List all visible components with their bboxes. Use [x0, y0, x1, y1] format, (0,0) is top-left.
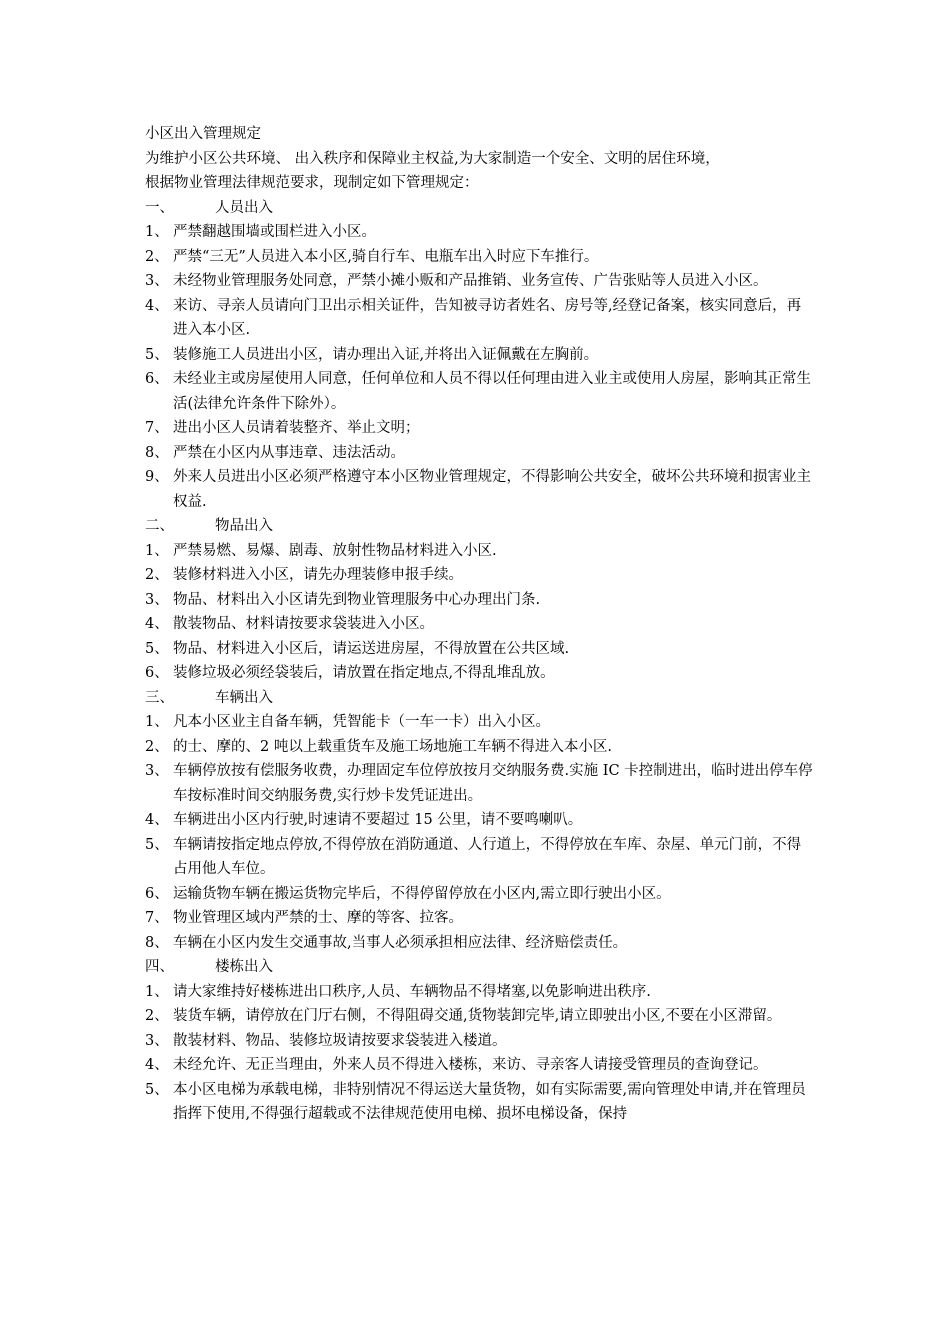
list-item-text: 严禁“三无”人员进入本小区,骑自行车、电瓶车出入时应下车推行。 [173, 248, 599, 265]
list-item-text: 装修垃圾必须经袋装后，请放置在指定地点,不得乱堆乱放。 [173, 665, 555, 681]
list-item-text: 本小区电梯为承载电梯，非特别情况不得运送大量货物，如有实际需要,需向管理处申请,并在管理员指挥下使用,不得强行超载或不法律规范使用电梯、损坏电梯设备，保持 [173, 1081, 806, 1122]
section-heading [145, 514, 813, 539]
list-item-number: 9、 [145, 469, 169, 485]
list-item [145, 343, 813, 368]
list-item-number: 4、 [145, 1057, 169, 1073]
list-item-number: 2、 [145, 1008, 169, 1024]
list-item [145, 1004, 813, 1029]
list-item-number: 2、 [145, 738, 169, 755]
list-item [145, 980, 813, 1005]
list-item [145, 637, 813, 662]
list-item [145, 367, 813, 416]
list-item-number: 3、 [145, 763, 169, 779]
list-item-text: 来访、寻亲人员请向门卫出示相关证件，告知被寻访者姓名、房号等,经登记备案，核实同意后，再进入本小区. [173, 297, 802, 338]
section-title: 楼栋出入 [215, 959, 273, 975]
list-item [145, 563, 813, 588]
list-item-text: 运输货物车辆在搬运货物完毕后，不得停留停放在小区内,需立即行驶出小区。 [173, 885, 671, 902]
list-item-text: 严禁在小区内从事违章、违法活动。 [173, 444, 405, 461]
list-item-number: 3、 [145, 1032, 169, 1049]
list-item [145, 539, 813, 564]
list-item-number: 1、 [145, 224, 169, 240]
list-item-text: 未经业主或房屋使用人同意，任何单位和人员不得以任何理由进入业主或使用人房屋，影响其正常生活(法律允许条件下除外）。 [173, 371, 811, 412]
list-item-text: 车辆在小区内发生交通事故,当事人必须承担相应法律、经济赔偿责任。 [173, 934, 628, 951]
list-item-text: 严禁翻越围墙或围栏进入小区。 [173, 224, 376, 240]
section-heading [145, 955, 813, 980]
list-item [145, 1029, 813, 1054]
section-number: 四、 [145, 959, 174, 975]
document-title: 小区出入管理规定 [145, 126, 261, 142]
list-item-number: 5、 [145, 640, 169, 657]
list-item-number: 4、 [145, 297, 169, 314]
list-item-text: 物业管理区域内严禁的士、摩的等客、拉客。 [173, 910, 463, 926]
list-item [145, 735, 813, 760]
list-item-text: 未经物业管理服务处同意，严禁小摊小贩和产品推销、业务宣传、广告张贴等人员进入小区。 [173, 273, 768, 289]
list-item-number: 5、 [145, 346, 169, 363]
section-number: 二、 [145, 518, 174, 534]
sections [145, 196, 813, 1127]
list-item [145, 882, 813, 907]
list-item [145, 931, 813, 956]
list-item-text: 车辆进出小区内行驶,时速请不要超过 15 公里，请不要鸣喇叭。 [173, 812, 583, 828]
list-item-text: 散装物品、材料请按要求袋装进入小区。 [173, 616, 434, 632]
list-item-number: 6、 [145, 665, 169, 681]
list-item-number: 6、 [145, 885, 169, 902]
intro-line: 为维护小区公共环境、 出入秩序和保障业主权益,为大家制造一个安全、文明的居住环境， [145, 150, 720, 167]
list-item-text: 装修施工人员进出小区，请办理出入证,并将出入证佩戴在左胸前。 [173, 346, 599, 363]
list-item-number: 5、 [145, 1081, 169, 1098]
section-title: 人员出入 [215, 199, 273, 216]
list-item [145, 465, 813, 514]
list-item-text: 物品、材料出入小区请先到物业管理服务中心办理出门条. [173, 591, 541, 608]
list-item-text: 装修材料进入小区，请先办理装修申报手续。 [173, 567, 463, 583]
list-item [145, 759, 813, 808]
list-item [145, 416, 813, 441]
list-item-number: 5、 [145, 836, 169, 853]
list-item-text: 严禁易燃、易爆、剧毒、放射性物品材料进入小区. [173, 542, 497, 559]
list-item [145, 710, 813, 735]
document-body [145, 122, 813, 1127]
section-number: 一、 [145, 199, 174, 216]
list-item-text: 未经允许、无正当理由，外来人员不得进入楼栋，来访、寻亲客人请接受管理员的查询登记。 [173, 1057, 768, 1073]
section-number: 三、 [145, 689, 174, 706]
section-title: 车辆出入 [215, 689, 273, 706]
list-item-text: 请大家维持好楼栋进出口秩序,人员、车辆物品不得堵塞,以免影响进出秩序. [173, 983, 651, 1000]
list-item-number: 2、 [145, 248, 169, 265]
section-heading [145, 196, 813, 221]
intro-line: 根据物业管理法律规范要求，现制定如下管理规定： [145, 175, 479, 191]
list-item-number: 1、 [145, 714, 169, 730]
list-item-number: 3、 [145, 273, 169, 289]
list-item-number: 7、 [145, 910, 169, 926]
list-item [145, 588, 813, 613]
list-item-number: 1、 [145, 542, 169, 559]
list-item-text: 车辆请按指定地点停放,不得停放在消防通道、人行道上，不得停放在车库、杂屋、单元门前，不得占用他人车位。 [173, 836, 802, 877]
list-item-text: 进出小区人员请着装整齐、举止文明； [173, 420, 420, 436]
list-item-text: 物品、材料进入小区后，请运送进房屋，不得放置在公共区域. [173, 640, 570, 657]
list-item-number: 2、 [145, 567, 169, 583]
list-item-number: 6、 [145, 371, 169, 387]
list-item-text: 车辆停放按有偿服务收费，办理固定车位停放按月交纳服务费.实施 IC 卡控制进出，临时进出停车停车按标准时间交纳服务费,实行炒卡发凭证进出。 [173, 763, 813, 804]
list-item-text: 外来人员进出小区必须严格遵守本小区物业管理规定，不得影响公共安全，破坏公共环境和损害业主权益. [173, 469, 811, 510]
list-item [145, 661, 813, 686]
list-item-text: 凡本小区业主自备车辆，凭智能卡（一车一卡）出入小区。 [173, 714, 550, 730]
list-item-number: 3、 [145, 591, 169, 608]
section-title: 物品出入 [215, 518, 273, 534]
list-item-number: 1、 [145, 983, 169, 1000]
list-item [145, 220, 813, 245]
list-item-number: 8、 [145, 444, 169, 461]
list-item [145, 1053, 813, 1078]
list-item [145, 833, 813, 882]
list-item-number: 4、 [145, 616, 169, 632]
list-item-number: 4、 [145, 812, 169, 828]
list-item [145, 612, 813, 637]
list-item [145, 294, 813, 343]
list-item [145, 1078, 813, 1127]
list-item [145, 441, 813, 466]
list-item-number: 8、 [145, 934, 169, 951]
list-item-text: 装货车辆，请停放在门厅右侧，不得阻碍交通,货物装卸完毕,请立即驶出小区,不要在小区滞留。 [173, 1008, 782, 1024]
list-item-text: 散装材料、物品、装修垃圾请按要求袋装进入楼道。 [173, 1032, 507, 1049]
list-item-number: 7、 [145, 420, 169, 436]
section-heading [145, 686, 813, 711]
list-item [145, 269, 813, 294]
list-item [145, 906, 813, 931]
list-item [145, 808, 813, 833]
list-item [145, 245, 813, 270]
list-item-text: 的士、摩的、2 吨以上载重货车及施工场地施工车辆不得进入本小区. [173, 738, 612, 755]
